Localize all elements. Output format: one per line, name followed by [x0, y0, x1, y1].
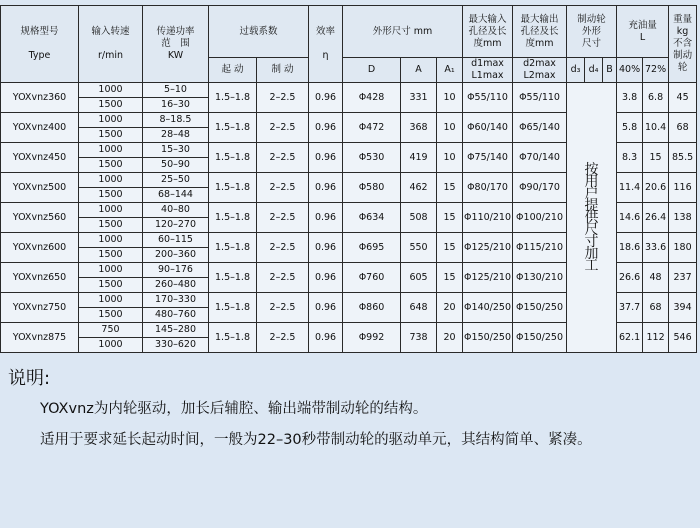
speed-cell: 1500: [79, 218, 143, 233]
dim-d-cell: Φ580: [343, 173, 401, 203]
dim-a1-cell: 15: [437, 173, 463, 203]
header-oil: 充油量 L: [617, 6, 669, 58]
header-max-input: 最大输入 孔径及长 度mm: [463, 6, 513, 58]
brake-factor-cell: 2–2.5: [257, 263, 309, 293]
oil-40-cell: 26.6: [617, 263, 643, 293]
weight-cell: 546: [669, 323, 697, 353]
oil-72-cell: 10.4: [643, 113, 669, 143]
dim-a-cell: 738: [401, 323, 437, 353]
model-cell: YOXvnz360: [1, 83, 79, 113]
dim-a1-cell: 15: [437, 263, 463, 293]
dim-d-cell: Φ634: [343, 203, 401, 233]
power-cell: 145–280: [143, 323, 209, 338]
header-brake: 制 动: [257, 58, 309, 83]
weight-cell: 68: [669, 113, 697, 143]
speed-cell: 1500: [79, 308, 143, 323]
model-cell: YOXvnz750: [1, 293, 79, 323]
max-input-cell: Φ125/210: [463, 263, 513, 293]
efficiency-cell: 0.96: [309, 203, 343, 233]
oil-40-cell: 37.7: [617, 293, 643, 323]
custom-size-char: 寸: [584, 233, 599, 250]
dim-a-cell: 550: [401, 233, 437, 263]
max-input-cell: Φ60/140: [463, 113, 513, 143]
header-oil-72: 72%: [643, 58, 669, 83]
start-factor-cell: 1.5–1.8: [209, 113, 257, 143]
efficiency-cell: 0.96: [309, 323, 343, 353]
start-factor-cell: 1.5–1.8: [209, 323, 257, 353]
weight-cell: 85.5: [669, 143, 697, 173]
max-input-cell: Φ150/250: [463, 323, 513, 353]
power-cell: 16–30: [143, 98, 209, 113]
model-cell: YOXvnz400: [1, 113, 79, 143]
speed-cell: 1000: [79, 113, 143, 128]
start-factor-cell: 1.5–1.8: [209, 293, 257, 323]
header-max-output: 最大输出 孔径及长 度mm: [513, 6, 567, 58]
dim-d-cell: Φ992: [343, 323, 401, 353]
speed-cell: 1500: [79, 158, 143, 173]
model-cell: YOXvnz500: [1, 173, 79, 203]
header-d4: d₄: [585, 58, 603, 83]
efficiency-cell: 0.96: [309, 263, 343, 293]
oil-72-cell: 6.8: [643, 83, 669, 113]
weight-cell: 116: [669, 173, 697, 203]
table-row: [1, 83, 697, 98]
max-output-cell: Φ150/250: [513, 293, 567, 323]
start-factor-cell: 1.5–1.8: [209, 83, 257, 113]
max-output-cell: Φ150/250: [513, 323, 567, 353]
model-cell: YOXvnz560: [1, 203, 79, 233]
dim-a1-cell: 10: [437, 113, 463, 143]
oil-72-cell: 15: [643, 143, 669, 173]
power-cell: 200–360: [143, 248, 209, 263]
oil-40-cell: 62.1: [617, 323, 643, 353]
max-output-cell: Φ115/210: [513, 233, 567, 263]
oil-72-cell: 26.4: [643, 203, 669, 233]
power-cell: 40–80: [143, 203, 209, 218]
custom-size-char: 供: [584, 209, 599, 226]
power-cell: 480–760: [143, 308, 209, 323]
power-cell: 28–48: [143, 128, 209, 143]
max-input-cell: Φ75/140: [463, 143, 513, 173]
oil-72-cell: 68: [643, 293, 669, 323]
custom-size-note: [567, 83, 617, 353]
dim-a1-cell: 20: [437, 293, 463, 323]
dim-a1-cell: 15: [437, 203, 463, 233]
power-cell: 68–144: [143, 188, 209, 203]
header-max-input-sub: d1max L1max: [463, 58, 513, 83]
dim-d-cell: Φ530: [343, 143, 401, 173]
oil-40-cell: 5.8: [617, 113, 643, 143]
efficiency-cell: 0.96: [309, 173, 343, 203]
note-line-1: YOXvnz为内轮驱动，加长后辅腔、输出端带制动轮的结构。: [40, 401, 428, 417]
header-dim-a: A: [401, 58, 437, 83]
custom-size-char: 户: [584, 185, 599, 202]
brake-factor-cell: 2–2.5: [257, 143, 309, 173]
oil-72-cell: 33.6: [643, 233, 669, 263]
model-cell: YOXvnz600: [1, 233, 79, 263]
dim-a1-cell: 15: [437, 233, 463, 263]
dim-d-cell: Φ472: [343, 113, 401, 143]
header-efficiency: 效率 η: [309, 6, 343, 83]
weight-cell: 394: [669, 293, 697, 323]
max-input-cell: Φ140/250: [463, 293, 513, 323]
custom-size-char: 用: [584, 173, 599, 190]
speed-cell: 1500: [79, 248, 143, 263]
speed-cell: 1000: [79, 338, 143, 353]
brake-factor-cell: 2–2.5: [257, 173, 309, 203]
dim-d-cell: Φ428: [343, 83, 401, 113]
weight-cell: 237: [669, 263, 697, 293]
header-dim-a1: A₁: [437, 58, 463, 83]
header-weight: 重量 kg 不含 制动轮: [669, 6, 697, 83]
brake-factor-cell: 2–2.5: [257, 113, 309, 143]
model-cell: YOXvnz450: [1, 143, 79, 173]
speed-cell: 750: [79, 323, 143, 338]
dim-a-cell: 368: [401, 113, 437, 143]
oil-40-cell: 14.6: [617, 203, 643, 233]
custom-size-char: 加: [584, 245, 599, 262]
max-input-cell: Φ110/210: [463, 203, 513, 233]
max-input-cell: Φ80/170: [463, 173, 513, 203]
header-d3: d₃: [567, 58, 585, 83]
dim-a-cell: 419: [401, 143, 437, 173]
power-cell: 120–270: [143, 218, 209, 233]
oil-72-cell: 20.6: [643, 173, 669, 203]
weight-cell: 45: [669, 83, 697, 113]
dim-d-cell: Φ695: [343, 233, 401, 263]
notes-title: 说明:: [8, 368, 51, 389]
power-cell: 260–480: [143, 278, 209, 293]
model-cell: YOXvnz875: [1, 323, 79, 353]
power-cell: 15–30: [143, 143, 209, 158]
speed-cell: 1000: [79, 233, 143, 248]
power-cell: 90–176: [143, 263, 209, 278]
oil-40-cell: 18.6: [617, 233, 643, 263]
speed-cell: 1500: [79, 278, 143, 293]
dim-a-cell: 508: [401, 203, 437, 233]
max-output-cell: Φ70/140: [513, 143, 567, 173]
custom-size-char: 尺: [584, 221, 599, 238]
power-cell: 330–620: [143, 338, 209, 353]
oil-40-cell: 11.4: [617, 173, 643, 203]
header-power: 传递功率 范 围 KW: [143, 6, 209, 83]
speed-cell: 1500: [79, 188, 143, 203]
header-oil-40: 40%: [617, 58, 643, 83]
max-output-cell: Φ55/110: [513, 83, 567, 113]
header-max-output-sub: d2max L2max: [513, 58, 567, 83]
efficiency-cell: 0.96: [309, 143, 343, 173]
brake-factor-cell: 2–2.5: [257, 83, 309, 113]
power-cell: 50–90: [143, 158, 209, 173]
max-output-cell: Φ100/210: [513, 203, 567, 233]
header-speed: 输入转速 r/min: [79, 6, 143, 83]
max-output-cell: Φ130/210: [513, 263, 567, 293]
dim-a-cell: 462: [401, 173, 437, 203]
header-b: B: [603, 58, 617, 83]
model-cell: YOXvnz650: [1, 263, 79, 293]
speed-cell: 1000: [79, 203, 143, 218]
header-dims: 外形尺寸 mm: [343, 6, 463, 58]
speed-cell: 1000: [79, 83, 143, 98]
power-cell: 25–50: [143, 173, 209, 188]
max-output-cell: Φ65/140: [513, 113, 567, 143]
max-input-cell: Φ125/210: [463, 233, 513, 263]
efficiency-cell: 0.96: [309, 233, 343, 263]
note-line-2: 适用于要求延长起动时间，一般为22–30秒带制动轮的驱动单元，其结构简单、紧凑。: [40, 432, 592, 448]
power-cell: 170–330: [143, 293, 209, 308]
header-model: 规格型号 Type: [1, 6, 79, 83]
header-row-1: [1, 6, 697, 58]
custom-size-char: 工: [584, 257, 599, 274]
dim-d-cell: Φ760: [343, 263, 401, 293]
dim-a1-cell: 20: [437, 323, 463, 353]
header-overload: 过载系数: [209, 6, 309, 58]
dim-a1-cell: 10: [437, 143, 463, 173]
efficiency-cell: 0.96: [309, 293, 343, 323]
dim-a1-cell: 10: [437, 83, 463, 113]
start-factor-cell: 1.5–1.8: [209, 143, 257, 173]
power-cell: 8–18.5: [143, 113, 209, 128]
dim-a-cell: 331: [401, 83, 437, 113]
efficiency-cell: 0.96: [309, 83, 343, 113]
dim-a-cell: 605: [401, 263, 437, 293]
efficiency-cell: 0.96: [309, 113, 343, 143]
custom-size-char: 按: [584, 161, 599, 178]
speed-cell: 1000: [79, 293, 143, 308]
speed-cell: 1500: [79, 98, 143, 113]
speed-cell: 1000: [79, 173, 143, 188]
oil-72-cell: 112: [643, 323, 669, 353]
header-start: 起 动: [209, 58, 257, 83]
speed-cell: 1000: [79, 263, 143, 278]
oil-40-cell: 3.8: [617, 83, 643, 113]
start-factor-cell: 1.5–1.8: [209, 203, 257, 233]
brake-factor-cell: 2–2.5: [257, 323, 309, 353]
start-factor-cell: 1.5–1.8: [209, 233, 257, 263]
oil-72-cell: 48: [643, 263, 669, 293]
start-factor-cell: 1.5–1.8: [209, 173, 257, 203]
speed-cell: 1000: [79, 143, 143, 158]
spec-table: [0, 5, 697, 353]
speed-cell: 1500: [79, 128, 143, 143]
dim-a-cell: 648: [401, 293, 437, 323]
start-factor-cell: 1.5–1.8: [209, 263, 257, 293]
oil-40-cell: 8.3: [617, 143, 643, 173]
max-input-cell: Φ55/110: [463, 83, 513, 113]
header-brake-wheel: 制动轮 外形 尺寸: [567, 6, 617, 58]
power-cell: 60–115: [143, 233, 209, 248]
header-dim-d: D: [343, 58, 401, 83]
dim-d-cell: Φ860: [343, 293, 401, 323]
brake-factor-cell: 2–2.5: [257, 293, 309, 323]
custom-size-char: 提: [584, 197, 599, 214]
weight-cell: 138: [669, 203, 697, 233]
max-output-cell: Φ90/170: [513, 173, 567, 203]
power-cell: 5–10: [143, 83, 209, 98]
brake-factor-cell: 2–2.5: [257, 203, 309, 233]
brake-factor-cell: 2–2.5: [257, 233, 309, 263]
weight-cell: 180: [669, 233, 697, 263]
